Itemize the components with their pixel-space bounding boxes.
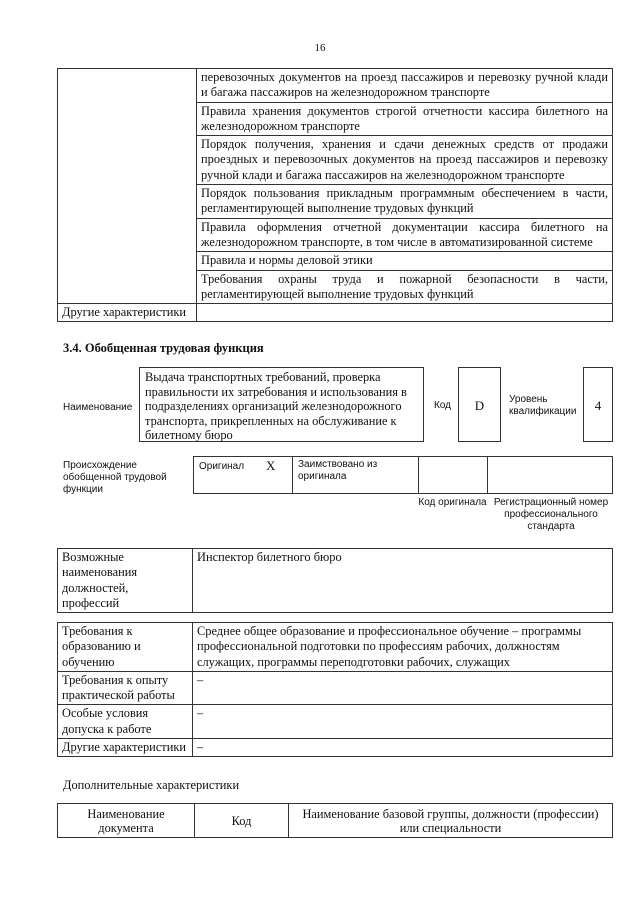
requirements-table: [57, 622, 613, 757]
table-row: Правила оформления отчетной документации кассира билетного на железнодорожном транспорте, в том числе в автоматизированной системе: [197, 218, 613, 252]
header-base-group: Наименование базовой группы, должности (профессии) или специальности: [289, 804, 613, 838]
origin-label: Происхождение обобщенной трудовой функции: [63, 460, 167, 495]
education-value: Среднее общее образование и профессиональное обучение – программы профессиональной подготовки по профессиям рабочих, должностям служащих, программы переподготовки рабочих, служащих: [193, 623, 613, 672]
page-number: 16: [314, 42, 326, 54]
education-label: Требования к образованию и обучению: [58, 623, 193, 672]
code-original-caption: Код оригинала: [418, 497, 487, 508]
level-value-box: 4: [583, 367, 613, 442]
level-label: Уровень квалификации: [509, 394, 577, 417]
origin-divider: [418, 456, 419, 494]
table-row: Порядок пользования прикладным программным обеспечением в части, регламентирующей выполнение трудовых функций: [197, 185, 613, 219]
admission-value: –: [193, 705, 613, 739]
other-characteristics-value: [197, 304, 613, 322]
positions-label: Возможные наименования должностей, профессий: [58, 549, 193, 613]
other-characteristics-label: Другие характеристики: [58, 304, 197, 322]
reg-number-caption: Регистрационный номер профессионального стандарта: [493, 497, 609, 532]
original-mark: X: [266, 458, 276, 473]
other-label: Другие характеристики: [58, 739, 193, 757]
original-label: Оригинал: [199, 461, 245, 472]
positions-table: [57, 548, 613, 613]
table-row: Правила и нормы деловой этики: [197, 252, 613, 270]
code-label: Код: [434, 400, 452, 411]
admission-label: Особые условия допуска к работе: [58, 705, 193, 739]
other-value: –: [193, 739, 613, 757]
table-empty-cell: [58, 69, 197, 304]
origin-divider: [487, 456, 488, 494]
code-value-box: D: [458, 367, 501, 442]
experience-label: Требования к опыту практической работы: [58, 671, 193, 705]
table-row: Правила хранения документов строгой отчетности кассира билетного на железнодорожном транспорте: [197, 102, 613, 136]
name-label: Наименование: [63, 402, 133, 413]
additional-title: Дополнительные характеристики: [63, 778, 240, 792]
additional-table: [57, 803, 613, 838]
table-row: Порядок получения, хранения и сдачи денежных средств от продажи проездных и перевозочных документов на проезд пассажиров и перевозку ручной клади и багажа пассажиров на железнодорожном транспорте: [197, 136, 613, 185]
table-row: перевозочных документов на проезд пассажиров и перевозку ручной клади и багажа пассажиров на железнодорожном транспорте: [197, 69, 613, 103]
section-title: 3.4. Обобщенная трудовая функция: [63, 341, 264, 355]
borrowed-label: Заимствовано из оригинала: [298, 459, 378, 482]
header-code: Код: [195, 804, 289, 838]
positions-value: Инспектор билетного бюро: [193, 549, 613, 613]
origin-divider: [292, 456, 293, 494]
knowledge-table: [57, 68, 613, 322]
header-document-name: Наименование документа: [58, 804, 195, 838]
table-row: Требования охраны труда и пожарной безопасности в части, регламентирующей выполнение трудовых функций: [197, 270, 613, 304]
function-name-box: Выдача транспортных требований, проверка правильности их затребования и использования в подразделениях организаций железнодорожного транспорта, прикрепленных на обслуживание к билетному бюро: [139, 367, 424, 442]
experience-value: –: [193, 671, 613, 705]
